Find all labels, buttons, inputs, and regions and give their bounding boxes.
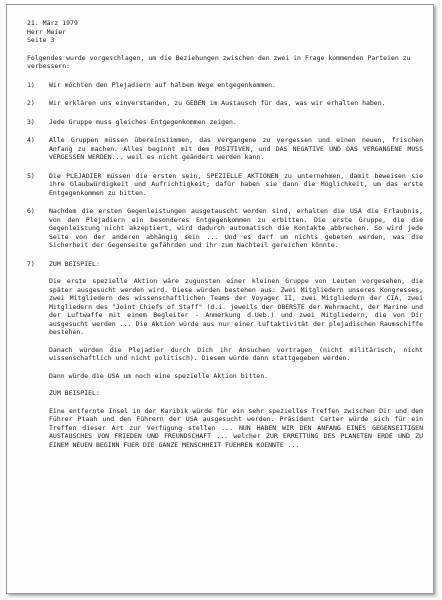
- item-number: 4): [27, 136, 35, 144]
- item-text: ZUM BEISPIEL:: [49, 259, 100, 268]
- letter-recipient: Herr Meier: [27, 27, 67, 36]
- list-item-2: [27, 99, 423, 108]
- list-item-6: [27, 207, 423, 250]
- list-item-5: [27, 172, 423, 198]
- example-paragraph-1: Die erste spezielle Aktion wäre zugunsten einer kleinen Gruppe von Leuten vorgesehen, die später ausgesucht werden wird. Diese würden bestehen aus: Zwei Mitgliedern unseres Kongresses, zwei Mitgliedern des wissenschaftlichen Teams der Voyager II, zwei Mitgliedern der CIA, zwei Mitgliedern des "Joint Chiefs of Staff" (d.i. jeweils der OBERSTE der Wehrmacht, der Marine und der Luftwaffe mit einem Begleiter - Anmerkung d.Ueb.) und zwei Mitgliedern, die von Dir ausgesucht werden ... Die Aktion würde aus nur einer Luftaktivität der plejadischen Raumschiffe bestehen.: [49, 277, 423, 336]
- example-section: [27, 277, 423, 449]
- item-text: Wir möchten den Plejadiern auf halbem Wege entgegenkommen.: [49, 80, 276, 89]
- item-text: Alle Gruppen müssen übereinstimmen, das Vergangene zu vergessen und einen neuen, frischen Anfang zu machen. Alles beginnt mit dem POSITIVEN, und DAS NEGATIVE UND DAS VERGANGENE MUSS VERGESSEN WERDEN... weil es nicht geändert werden kann.: [49, 136, 423, 161]
- document-page: [6, 4, 434, 594]
- item-text: Jede Gruppe muss gleiches Entgegenkommen zeigen.: [49, 117, 237, 126]
- list-item-4: [27, 136, 423, 162]
- item-text: Nachdem die ersten Gegenleistungen ausgetauscht worden sind, erhalten die USA die Erlaubnis, von den Plejadiern ein besonderes Entgegenkommen zu erbitten. Die erste Gruppe, die die Gegenleistung nicht akzeptiert, wird dadurch automatisch die Kontakte abbrechen. So wird jede Seite von der anderen abhängig sein ... Und es darf um nichts gebeten werden, was die Sicherheit der Gegenseite gefährden und ihr zum Nachteil gereichen könnte.: [49, 207, 423, 249]
- item-number: 6): [27, 207, 35, 215]
- item-text: Wir erklären uns einverstanden, zu GEBEN im Austausch für das, was wir erhalten haben.: [49, 99, 386, 107]
- example-paragraph-2: Danach würden die Plejadier durch Dich ihr Ansuchen vortragen (nicht militärisch, nicht wissenschaftlich und nicht politisch). Diesem würde dann stattgegeben werden.: [49, 345, 423, 362]
- item-number: 3): [27, 117, 35, 126]
- intro-paragraph: Folgendes wurde vorgeschlagen, um die Beziehungen zwischen den zwei in Frage kommenden Parteien zu verbessern:: [27, 53, 411, 70]
- document-body: [27, 19, 423, 449]
- list-item-7: [27, 260, 423, 269]
- item-number: 1): [27, 80, 35, 89]
- list-item-1: [27, 81, 423, 90]
- item-number: 5): [27, 171, 35, 180]
- example-paragraph-4: Eine entfernte Insel in der Karibik würde für ein sehr spezielles Treffen zwischen Dir und dem Führer Ptaah und den Führern der USA ausgesucht werden. Präsident Carter würde sich für ein Treffen dieser Art zur Verfügung stellen ... NUN HABEN WIR DEN ANFANG EINES GEGENSEITIGEN AUSTAUSCHES VON FRIEDEN UND FREUNDSCHAFT ... welcher ZUR ERRETTUNG DES PLANETEN ERDE UND ZU EINEM NEUEN BEGINN FUER DIE GANZE MENSCHHEIT FUEHREN KOENNTE ...: [49, 406, 423, 449]
- example-paragraph-3: Dann würde die USA um noch eine spezielle Aktion bitten.: [49, 371, 269, 380]
- list-item-3: [27, 118, 423, 127]
- item-text: Die PLEJADIER müssen die ersten sein, SPEZIELLE AKTIONEN zu unternehmen, damit beweisen sie ihre Glaubwürdigkeit und Aufrichtigkeit; dafür haben sie dann die Möglichkeit, um das erste Entgegenkommen zu bitten.: [49, 171, 423, 197]
- example-heading-2: ZUM BEISPIEL:: [49, 389, 100, 397]
- item-number: 7): [27, 259, 35, 268]
- item-number: 2): [27, 99, 35, 107]
- page-number: Seite 3: [27, 36, 55, 44]
- letter-header: [27, 19, 423, 45]
- letter-date: 21. März 1979: [27, 19, 78, 27]
